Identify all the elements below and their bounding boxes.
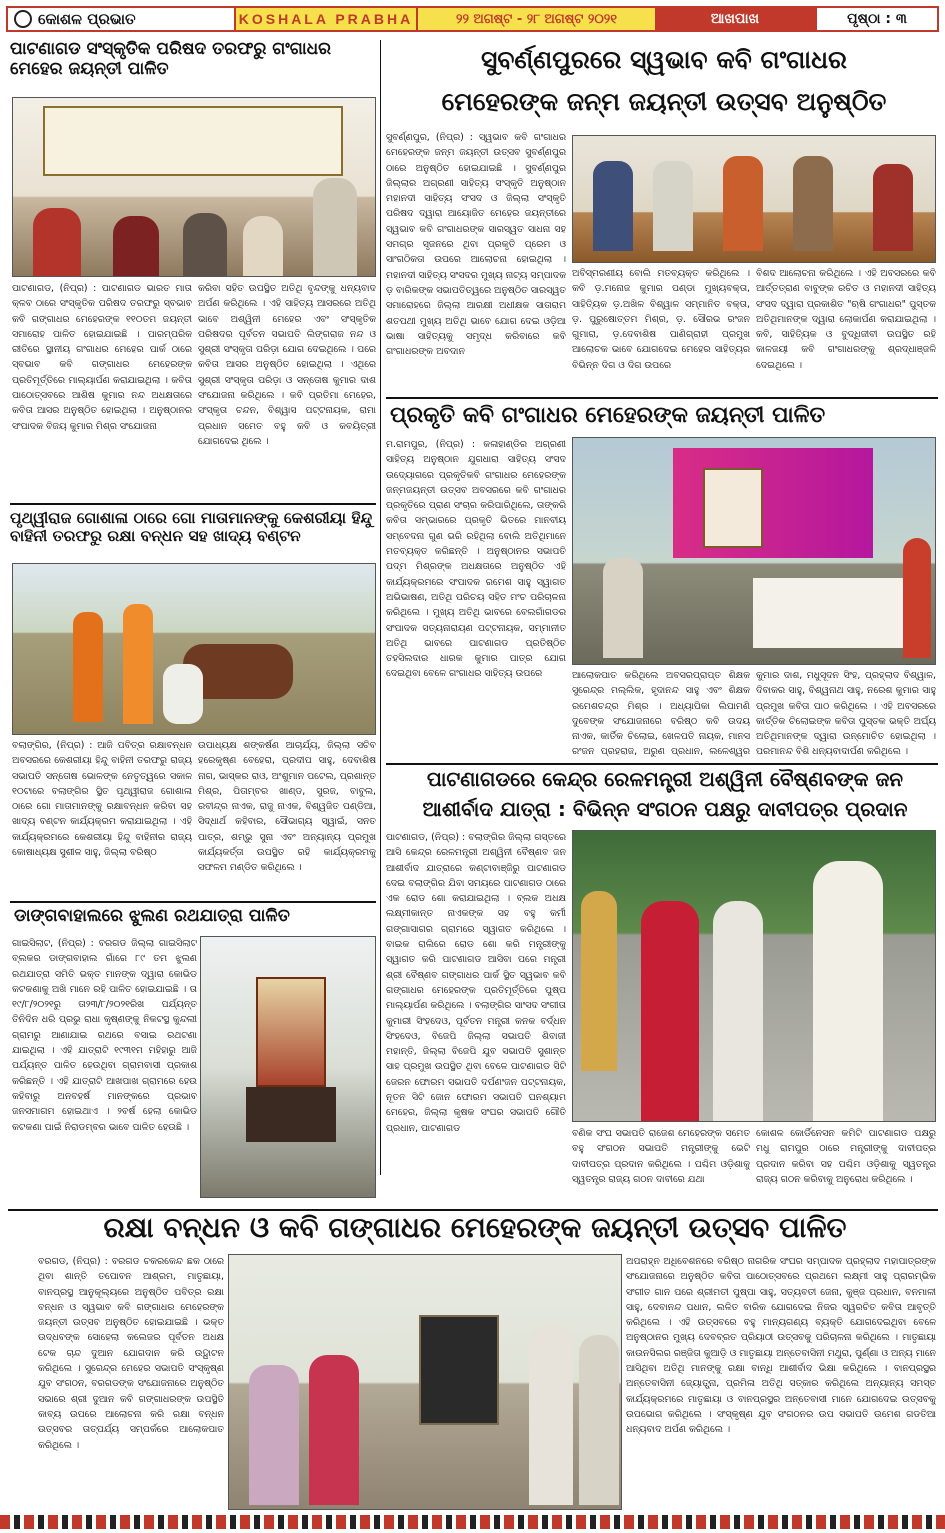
- story1-col1: ପାଟଣାଗଡ, (ନିପ୍ର) : ପାଟଣାଗଡ ଭାରତ ମାତା କ୍ଳବ ଠାରେ ସଂସ୍କୃତିକ ପରିଷଦ ତରଫରୁ ସ୍ବଭାବ କବି ଗଙ୍ଗାଧର ମେହେରଙ୍କ ୧୧୦ତମ ଜୟନ୍ତୀ ସମାରୋହ ପାଳିତ ହୋଇଯାଇଛି । ପାରମ୍ପରିକ ରୀତିରେ ସ୍ଥାନୀୟ ଗଂଗାଧର ମେହେର ପାର୍କ ଠାରେ ସ୍ବଭାବ କବି ଗଙ୍ଗାଧର ମେହେରଙ୍କ ପ୍ରତିମୂର୍ତ୍ତିରେ ମାଲ୍ୟାର୍ପଣ କରାଯାଇଥିଲା । କବିତା ପାଠୋତ୍ସବରେ ଆଶିଷ କୁମାର ନନ୍ଦ ଅଧକ୍ଷତାରେ କବିତା ଆସର ଅନୁଷ୍ଠିତ ହୋଇଥିଲା । ଅନୁଷ୍ଠାନର ସଂପାଦକ ବିଜୟ କୁମାର ମିଶ୍ର ସଂଯୋଜନା: [12, 283, 192, 432]
- chariot-base-image: [246, 1087, 336, 1142]
- person-figure: [579, 1335, 619, 1505]
- story1-headline: ପାଟଣାଗଡ ସଂସ୍କୃତିକ ପରିଷଦ ତରଫରୁ ଗଂଗାଧର ମେହେର ଜୟନ୍ତୀ ପାଳିତ: [10, 39, 332, 79]
- story5-col3: କୁମାର ଦାଶ, ମଧୁସୂଦନ ସିଂହ, ପ୍ରହ୍ଲାଦ ବିଶ୍ୱାଳ, ଦିବାକର ସାହୁ, ବିଶ୍ୱନାଥ ସାହୁ, ନରେଶ କୁମାର ସାହୁ ପ୍ରମୁଖ କବିତା ପାଠ କରିଥିଲେ । ଏହି ଅବସରରେ କାର୍ତ୍ତିକ ଚିଲୋଇଙ୍କ କବିତା ପୁସ୍ତକ ଭକ୍ତି ଅର୍ଘ୍ୟ ଅତିଥିମାନଙ୍କ ଦ୍ୱାରା ଉନ୍ମୋଚିତ ହୋଇଥିଲା । ପରମାନନ୍ଦ ବିଶି ଧନ୍ୟବାଦାର୍ପଣ କରିଥିଲେ ।: [756, 670, 936, 758]
- story6-col1: ପାଟଣାଗଡ, (ନିପ୍ର) : ବଲାଙ୍ଗିର ଜିଲ୍ଲା ଗସ୍ତରେ ଆସି କେନ୍ଦ୍ର ରେଳମନ୍ତ୍ରୀ ଅଶ୍ୱିନୀ ବୈଷ୍ଣବ ଜନ ଆଶୀର୍ବାଦ ଯାତ୍ରାରେ କଣ୍ଟାବାଞ୍ଜିରୁ ପାଟଣାଗଡ ଦେଇ ବଲାଙ୍ଗିର ଯିବା ସମୟରେ ପାଟଣାଗଡ ଠାରେ ଏକ ରୋଡ ଶୋ କରାଯାଇଥିଲା । ବ୍ଲକ ଅଧକ୍ଷ ଲକ୍ଷ୍ମୀକାନ୍ତ ନାଏକଙ୍କ ସହ ବହୁ କର୍ମୀ ଗଙ୍ଗାସାଗର ଗ୍ରାମରେ ସ୍ୱାଗତ କରିଥିଲେ । ବାଇକ ରାଲିରେ ରୋଡ ଶୋ କରି ମନ୍ତ୍ରୀଙ୍କୁ ସ୍ୱାଗତ କରି ପାଟଣାଗଡ ଆସିବା ପରେ ମନ୍ତ୍ରୀ ଶ୍ରୀ ବୈଷ୍ଣବ ଗଙ୍ଗାଧର ପାର୍କ ସ୍ଥିତ ସ୍ୱଭାବ କବି ଗଙ୍ଗାଧର ମେହେରଙ୍କ ପ୍ରତିମୂର୍ତ୍ତିରେ ପୁଷ୍ପ ମାଲ୍ୟାର୍ପଣ କରିଥିଲେ । ବଲାଙ୍ଗିର ସାଂସଦ ସଂଗୀତା କୁମାରୀ ସିଂହଦେଓ, ପୂର୍ବତନ ମନ୍ତ୍ରୀ କନକ ବର୍ଦ୍ଧନ ସିଂହଦେଓ, ବିଜେପି ଜିଲ୍ଲା ସଭାପତି ଶିବାଜୀ ମହାନ୍ତି, ଜିଲ୍ଲା ବିଜେପି ଯୁବ ସଭାପତି ସୁଶାନ୍ତ ସାହ ପ୍ରମୁଖ ଉପସ୍ଥିତ ଥିବା ବେଳେ ପାଟଣାଗଡ ସିଟି ଜେରନ ଫୋରମ ସଭାପତି ଦର୍ପଣଂଜନ ପଟ୍ଟନାୟକ, ନୂତନ ସିଟି ଜୋନ ଫୋରମ ସଭାପତି ଘନଶ୍ୟାମ ମେହେର, ଜିଲ୍ଲା କୃଷକ ସଂଘର ସଭାପତି ଗୌତି ପ୍ରଧାନ, ପାଟଣାଗଡ: [386, 832, 566, 1134]
- story6-col3: କୋଶଳ କୋର୍ଡିନେସନ କମିଟି ପାଟଣାଗଡ ପକ୍ଷରୁ ମଧୁ ରାମପୁର ଠାରେ ମନ୍ତ୍ରୀଙ୍କୁ ଦାବୀପତ୍ର ପ୍ରଦାନ କରିବା ସହ ପଶ୍ଚିମ ଓଡ଼ିଶାକୁ ସ୍ୱତନ୍ତ୍ର ରାଜ୍ୟ ଗଠନ କରିବାକୁ ଅନୁରୋଧ କରିଥିଲେ ।: [756, 1128, 936, 1185]
- story2-col2: ଉପାଧ୍ୟକ୍ଷ ଶଙ୍କର୍ଷଣ ଆଚାର୍ଯ୍ୟ, ଜିଲ୍ଲା ସଚିବ ହରେକୃଷ୍ଣ ବେହେରା, ପ୍ରଦୀପ ସାହୁ, ଦେବାଶିଷ ନାଗ, ଭାସ୍କର ରାଓ, ଅଂଶୁମାନ ପଟେଲ, ପ୍ରଶାନ୍ତ ମିଶ୍ର, ପିତାମ୍ବର ଖାଣ୍ଡ, ସୁରଜ, ବାବୁଲ, ରବୀନ୍ଦ୍ର ନାଏକ, ରାଜୁ ନାଏକ, ବିଶ୍ୱଜିତ ପଣ୍ଡିଆ, ସିଦ୍ଧାର୍ଥ କହିବାର, ସୌଭାଗ୍ୟ ସ୍ୱାଇଁ, ସନତ ପାତ୍ର, ଶମ୍ଭୁ ସୁନା ଏବଂ ଅନ୍ୟାନ୍ୟ ପ୍ରମୁଖ କାର୍ଯ୍ୟକର୍ତ୍ତା ଉପସ୍ଥିତ ରହି କାର୍ଯ୍ୟକ୍ରମକୁ ସଫଳମ ମଣ୍ଡିତ କରିଥିଲେ ।: [198, 740, 376, 874]
- story4-headline-line2: ମେହେରଙ୍କ ଜନ୍ମ ଜୟନ୍ତୀ ଉତ୍ସବ ଅନୁଷ୍ଠିତ: [441, 87, 887, 116]
- paper-name: KOSHALA PRABHA: [236, 8, 416, 30]
- logo-text: କୋଶଳ ପ୍ରଭାତ: [38, 10, 136, 28]
- portrait-image: [419, 1315, 499, 1425]
- divider: [386, 763, 938, 765]
- masthead: [6, 6, 939, 32]
- person-figure: [243, 216, 283, 276]
- story2-col1: ବଲାଙ୍ଗିର, (ନିପ୍ର) : ଆଜି ପବିତ୍ର ରକ୍ଷାବନ୍ଧନ ଅବସରରେ କେଶରୀୟା ହିନ୍ଦୁ ବାହିନୀ ତରଫରୁ ରାଜ୍ୟ ସଭାପତି ସନ୍ତୋଷ ଭୋଳଙ୍କ ନେତୃତ୍ୱରେ ସକାଳ ୧୦ଟାରେ ବଲାଙ୍ଗିର ସ୍ଥିତ ପୃଥ୍ୱୀରାଜ ଗୋଶାଳା ଠାରେ ଗୋ ମାତାମାନଙ୍କୁ ରକ୍ଷାବନ୍ଧନ କରିବା ସହ ଖାଦ୍ୟ ବଣ୍ଟନ କାର୍ଯ୍ୟକ୍ରମ କରାଯାଇଥିଲା । ଏହି କାର୍ଯ୍ୟକ୍ରମରେ କେଶରୀୟା ହିନ୍ଦୁ ବାହିନୀର ରାଜ୍ୟ କୋଷାଧ୍ୟକ୍ଷ ସୁଶୀଳ ସାହୁ, ଜିଲ୍ଲା ବରିଷ୍ଠ: [12, 740, 192, 859]
- person-figure: [653, 161, 693, 251]
- portrait-image: [703, 468, 763, 548]
- person-figure: [529, 1325, 573, 1505]
- story1-col2: କରିବା ସହିତ ଉପସ୍ଥିତ ଅତିଥି ବୃନ୍ଦଙ୍କୁ ଧନ୍ୟବାଦ ଅର୍ପଣ କରିଥିଲେ । ଏହି ସାହିତ୍ୟ ଆସରରେ ଅତିଥି ଭାବେ ଅଶ୍ୱିନୀ ମେହେର ଏବଂ ସଂସ୍କୃତିକ ପରିଷଦର ପୂର୍ବତନ ସଭାପତି ଲିଙ୍ଗରାଜ ନନ୍ଦ ଓ ସୁଶ୍ରୀ ସଂସ୍କୃତା ପରିଡ଼ା ଯୋଗ ଦେଇଥିଲେ । ପରେ କବିତା ଆସର ଅନୁଷ୍ଠିତ ହୋଇଥିଲା । ଏଥିରେ ସୁଶ୍ରୀ ସଂସ୍କୃତା ପରିଡ଼ା ଓ ସନ୍ତୋଷ କୁମାର ଦାଶ ସଂଯୋଜନା କରିଥିଲେ । କବି ପ୍ରତିମା ମେହେର, ସଂସ୍କୃତା ଚନ୍ଦନ, ବିଶ୍ୱାସ ପଟ୍ଟନାୟକ, ରାମା ପ୍ରଧାନ ସମେତ ବହୁ କବି ଓ କବୟିତ୍ରୀ ଯୋଗଦେଇ ଥିଲେ ।: [198, 283, 376, 447]
- person-figure: [123, 604, 153, 724]
- story5-photo: [572, 437, 936, 665]
- cow-image: [163, 664, 203, 724]
- person-figure: [713, 901, 763, 1121]
- story7-col1: ବରଗଡ, (ନିପ୍ର) : ବରଗଡ ଚକରକେନ୍ଦ ଛକ ଠାରେ ଥିବା ଶାନ୍ତି ତପୋବନ ଆଶ୍ରମ, ମାତୃଛାୟା, ବାନପ୍ରସ୍ଥ ଆନୁକୂଲ୍ୟରେ ଅନୁଷ୍ଠିତ ପବିତ୍ର ରକ୍ଷା ବନ୍ଧନ ଓ ସ୍ୱଭାବ କବି ଗଙ୍ଗାଧର ମେହେରଙ୍କ ଜୟନ୍ତୀ ଉତ୍ସବ ଅନୁଷ୍ଠିତ ହୋଇଯାଇଛି । ଭକ୍ତ ଉଦ୍ଧବଙ୍କ ସୋହେଲା କଲେଜର ପୂର୍ବତନ ଅଧକ୍ଷ ଟେକ ଚାନ୍ଦ ଦୁଆନ ଯୋଗଦାନ କରି ଉଦ୍ଘାଟନ କରିଥିଲେ । ସୁରେନ୍ଦ୍ର ମେହେର ସଭାପତି ସଂସ୍କୃଷ୍ଣ ଯୁବ ସଂଗଠନ, ବରଗଡଙ୍କ ସଂଯୋଜନାରେ ଅନୁଷ୍ଠିତ ସଭାରେ ଶ୍ରୀ ଦୁଆନ କବି ଗଙ୍ଗାଧରଙ୍କ ଉପସ୍ଥିତି କାବ୍ୟ ଉପରେ ଆଲୋଚନା କରି ରକ୍ଷା ବନ୍ଧନ ଉତ୍ସବର ତାତ୍ପର୍ଯ୍ୟ ସମ୍ପର୍କରେ ଆଲୋକପାତ କରିଥିଲେ ।: [38, 1256, 224, 1451]
- section-label: ଆଖପାଖ: [655, 8, 815, 30]
- story6-photo: [572, 830, 936, 1122]
- person-figure: [873, 164, 913, 251]
- decorative-border: [0, 1515, 945, 1529]
- person-figure: [73, 612, 103, 722]
- person-figure: [33, 208, 81, 276]
- story3-body: ଗାଇସିଲାଟ, (ନିପ୍ର) : ବରଗଡ ଜିଲ୍ଲା ଗାଇସିଲାଟ ବ୍ଲକର ଡାଙ୍ଗବାହାଲ ଗାଁରେ ୮୯ ତମ ଝୁଲଣ ରଥଯାତ୍ରା ସମିତି ଭକ୍ତ ମାନଙ୍କ ଦ୍ୱାରା କୋଭିଡ କଟକଣାକୁ ଅଖି ମାନେ ରହି ପାଳିତ ହୋଇଯାଇଛି । ତା ୧୯/୮/୨୦୨୧ରୁ ତା୨୩/୮/୨୦୨୧ରିଖ ପର୍ଯ୍ୟନ୍ତ ତିନିଦିନ ଧରି ପ୍ରଭୁ ରାଧା କୃଷ୍ଣଙ୍କୁ ନିକଟସ୍ଥ କୁନ୍ଦଲୀ ଗ୍ରାମରୁ ଆଣାଯାଇ ରଥରେ ବସାଇ ରଥଟଣା ଯାଇଥିଲା । ଏହି ଯାତ୍ରାଟି ୧୯୩୧ମ ମହିହାରୁ ଆଜି ପର୍ଯ୍ୟନ୍ତ ପାଳିତ ହେଉଥିବା ଗ୍ରାମବାସୀ ପ୍ରକାଶ କରିଛନ୍ତି । ଏହି ଯାତ୍ରାଟି ଆଖପାଖ ଗ୍ରାମରେ ହେଉ କହିବାରୁ ଅନବହର୍ଷ ମାନଙ୍କରେ ପ୍ରଭାବ ଜନସମାଗମ ହୋଇଥାଏ । ୨ବର୍ଷ ହେଲା କୋଭିଡ କଟକଣା ପାଇଁ ନିରାଡମ୍ବର ଭାବେ ପାଳିତ ହେଉଛି ।: [12, 938, 197, 1133]
- divider: [386, 397, 938, 399]
- story4-photo: [572, 135, 936, 263]
- logo-emblem-icon: [14, 10, 32, 28]
- person-figure: [581, 891, 617, 1071]
- chariot-image: [256, 977, 326, 1087]
- page-number: ପୃଷ୍ଠା : ୩: [815, 8, 937, 30]
- story4-headline-line1: ସୁବର୍ଣ୍ଣପୁରରେ ସ୍ୱଭାବ କବି ଗଂଗାଧର: [481, 45, 847, 74]
- person-figure: [249, 1365, 299, 1505]
- person-figure: [309, 1355, 359, 1505]
- story7-headline: ରକ୍ଷା ବନ୍ଧନ ଓ କବି ଗଙ୍ଗାଧର ମେହେରଙ୍କ ଜୟନ୍ତୀ ଉତ୍ସବ ପାଳିତ: [103, 1211, 847, 1244]
- story6-col2: ବଣିକ ସଂଘ ସଭାପତି ରାଜେଶ ମେହେରଙ୍କ ସମେତ ବହୁ ସଂଗଠନ ସଭାପତି ମନ୍ତ୍ରୀଙ୍କୁ ଭେଟି ଦାବୀପତ୍ର ପ୍ରଦାନ କରିଥିଲେ । ପଶ୍ଚିମ ଓଡ଼ିଶାକୁ ସ୍ୱତନ୍ତ୍ର ରାଜ୍ୟ ଗଠନ ଦାବୀରେ ଯଥା: [572, 1128, 750, 1185]
- issue-date-range: ୨୨ ଅଗଷ୍ଟ - ୨୮ ଅଗଷ୍ଟ ୨୦୨୧: [416, 8, 655, 30]
- story5-col1: ମ.ରାମପୁର, (ନିପ୍ର) : କଳାହାଣ୍ଡିର ଅଗ୍ରଣୀ ସାହିତ୍ୟ ଅନୁଷ୍ଠାନ ଯୁଗଧାରା ସାହିତ୍ୟ ସଂସଦ ଉଦ୍ୟୋଗରେ ପ୍ରକୃତିକବି ଗଂଗାଧର ମେହେରଙ୍କ ଜନ୍ମଜୟନ୍ତୀ ଉତ୍ସବ ଅବସରରେ କବି ଗଂଗାଧର ପ୍ରକୃତିରେ ପ୍ରାଣ ସଂଚାର କରିପାରିଥିଲେ, ତାଙ୍କରି କବିତା ସମ୍ଭାରରେ ପ୍ରକୃତି ଭିତରେ ମାନବୀୟ ସମ୍ବେଦନା ଗୁଣ ଭରି ରହିଥିଲା ବୋଲି ଅତିଥିମାନେ ମତବ୍ୟକ୍ତ କରିଛନ୍ତି । ଅନୁଷ୍ଠାନର ସଭାପତି ପଦ୍ମ ମିଶ୍ରଙ୍କ ଅଧକ୍ଷତାରେ ଅନୁଷ୍ଠିତ ଏହି କାର୍ଯ୍ୟକ୍ରମରେ ସଂପାଦକ ରମେଶ ସାହୁ ସ୍ୱାଗତ ଅଭିଭାଷଣ, ଅତିଥି ପରିଚୟ ସହିତ ମଂଚ ପରିଚାଳନା କରିଥିଲେ । ମୁଖ୍ୟ ଅତିଥି ଭାବରେ ବେଲଗାଁଗଡର ସଂପାଦକ ସତ୍ୟନାରାୟଣ ପଟ୍ଟନାୟକ, ସମ୍ମାନୀତ ଅତିଥି ଭାବରେ ପାଟଣାଗଡ ପ୍ରତିଷ୍ଠିତ ତହସିଲଦାର ଧାରକ କୁମାର ପାତ୍ର ଯୋଗ ଦେଇଥିବା ବେଳେ ଗଂଗାଧର ସାହିତ୍ୟ ଉପରେ: [386, 439, 566, 680]
- story5-col2: ଆଲୋକପାତ କରିଥିଲେ ଅବସରପ୍ରାପ୍ତ ଶିକ୍ଷକ ସୁରେନ୍ଦ୍ର ମଲ୍ଲିକ, ହୃଦାନନ୍ଦ ସାହୁ ଏବଂ ଶିକ୍ଷକ ରମେଶଚନ୍ଦ୍ର ମିଶ୍ର । ଅଧ୍ୟାପିକା ଲିପାମଣି ଦୁବେଙ୍କ ସଂଯୋଜନାରେ ବରିଷ୍ଠ କବି ଉଦୟ ନାଏକ, କାର୍ତିକ ଚିଲୋଇ, ଖେଳପତି ନାୟକ, ମାନସ ରଂଜନ ପ୍ରହରାଜ, ଅରୁଣ ପ୍ରଧାନ, ଲଳେଶ୍ୱର: [572, 670, 750, 758]
- divider: [10, 901, 376, 903]
- event-banner-image: [43, 106, 343, 176]
- person-figure: [793, 156, 833, 251]
- story4-col2: ଅବିସ୍ମରଣୀୟ ବୋଲି ମତବ୍ୟକ୍ତ କରିଥିଲେ । କବି ଡ଼.ମନୋଜ କୁମାର ପଣ୍ଡା ମୁଖ୍ୟବକ୍ତା, ସାହିତ୍ୟିକ ଡ଼.ଅଖିଳ ବିଶ୍ୱାଳ ସମ୍ମାନିତ ବକ୍ତା, ଡ଼. ପୁରୁଷୋତ୍ତମ ମିଶ୍ର, ଡ଼. ସୌରଭ ରଂଜନ ଗୁମାରା, ଡ଼.ଦେବାଶିଷ ପାଣିଗ୍ରାହୀ ପ୍ରମୁଖ ଆଲୋଚକ ଭାବେ ଯୋଗଦେଇ ମେହେର ସାହିତ୍ୟର ବିଭିନ୍ନ ଦିଗ ଓ ଦିଗ ଉପରେ: [572, 268, 750, 371]
- person-figure: [183, 213, 227, 276]
- story2-headline: ପୃଥ୍ୱୀରାଜ ଗୋଶାଳା ଠାରେ ଗୋ ମାତାମାନଙ୍କୁ କେଶରୀୟା ହିନ୍ଦୁ ବାହିନୀ ତରଫରୁ ରକ୍ଷା ବନ୍ଧନ ସହ ଖାଦ୍ୟ ବଣ୍ଟନ: [10, 509, 373, 545]
- story7-col2: ଅପରାହ୍ନ ଅଧିବେଶନରେ ବରିଷ୍ଠ ନାଗରିକ ସଂଘର ସମ୍ପାଦକ ପ୍ରହ୍ଲାଦ ମହାପାତ୍ରଙ୍କ ସଂଯୋଜନାରେ ଅନୁଷ୍ଠିତ କବିତା ପାଠୋତ୍ସବରେ ପ୍ରଥମେ ଲକ୍ଷ୍ମୀ ସାହୁ ପ୍ରାରମ୍ଭିକ ସଂଗୀତ ଗାନ ପରେ ଶ୍ରୀମତୀ ପୁଷ୍ପା ସାହୁ, ସତ୍ୟବତୀ ଜେନା, କୁଞ୍ଜ ପ୍ରଧାନ, ବନମାଳୀ ସାହୁ, ଦେବାନନ୍ଦ ପଧାନ, ଲଳିତ ବାରିକ ଯୋଗଦେଇ ନିଜର ସ୍ୱରଚିତ କବିତା ଆବୃତ୍ତି କରିଥିଲେ । ଏହି ଉତ୍ସବରେ ବହୁ ମାନ୍ୟଗଣ୍ୟ ବ୍ୟକ୍ତି ଯୋଗଦେଇଥିବା ବେଳେ ଅନୁଷ୍ଠାନର ମୁଖ୍ୟ ଦେବବ୍ରତ ପ୍ରିୟାଠୀ ଉତ୍ସବକୁ ପରିଚାଳନା କରିଥିଲେ । ମାତୃଛାୟା କାଉନସିଲର ରଞ୍ଜିତା କୁଆଡ଼ି ଓ ମାତୃଛାୟା ଅନ୍ତେବାସିନୀ ମଥୁରା, ପୁର୍ଣ୍ଣା ଓ ଅନ୍ୟ ମାନେ ଆସିଥିବା ଅତିଥି ମାନଙ୍କୁ ରକ୍ଷା ବାନ୍ଧି ଆଶୀର୍ବାଦ ଭିକ୍ଷା କରିଥିଲେ । ବାନପ୍ରସ୍ଥର ଅନ୍ତେବାସିନୀ ଜ୍ୟୋତ୍ସ୍ନା, ପ୍ରମିଳା ଅତିଥି ସତ୍କାର କରିଥିଲେ ଅନ୍ୟାନ୍ୟ ସମସ୍ତ କାର୍ଯ୍ୟକ୍ରମରେ ମାତୃଛାୟା ଓ ବାନପ୍ରସ୍ଥର ଅନ୍ତେବାସୀ ମାନେ ଯୋଗଦେଇ ଉତ୍ସବକୁ ଉପଭୋଗ କରିଥିଲେ । ସଂସ୍କୃଷ୍ଣ ଯୁବ ସଂଗଠନର ଉପ ସଭାପତି ଉମେଶ ଗଡତିଆ ଧନ୍ୟବାଦ ଅର୍ପଣ କରିଥିଲେ ।: [626, 1256, 936, 1436]
- story1-photo: [12, 97, 376, 277]
- person-figure: [641, 901, 699, 1121]
- story7-photo: [228, 1254, 622, 1510]
- story6-headline-line1: ପାଟଣାଗଡରେ କେନ୍ଦ୍ର ରେଳମନ୍ତ୍ରୀ ଅଶ୍ୱିନୀ ବୈଷ୍ଣବଙ୍କ ଜନ: [426, 767, 904, 791]
- story2-photo: [12, 563, 376, 735]
- person-figure: [603, 558, 643, 658]
- story3-headline: ଡାଙ୍ଗବାହାଲରେ ଝୁଲଣ ରଥଯାତ୍ରା ପାଳିତ: [14, 906, 290, 926]
- story4-col3: ବିଶଦ ଆଲୋଚନା କରିଥିଲେ । ଏହି ଅବସରରେ କବି ଆର୍ତ୍ତତ୍ରାଣ ବାବୁଙ୍କ ରଚିତ ଓ ମହାନଦୀ ସାହିତ୍ୟ ସଂସଦ ଦ୍ୱାରା ପ୍ରକାଶିତ "ଋଷି ଗଂଗାଧର" ପୁସ୍ତକ ଅତିଥିମାନଙ୍କ ଦ୍ୱାରା ଲୋକାର୍ପଣ କରାଯାଇଥିଲା । କବି, ସାହିତ୍ୟିକ ଓ ବୁଦ୍ଧିଜୀବୀ ଉପସ୍ଥିତ ରହି କାଳଜୟୀ କବି ଗଂଗାଧରଙ୍କୁ ଶ୍ରଦ୍ଧାଞ୍ଜଳି ଦେଇଥିଲେ ।: [756, 268, 936, 371]
- person-figure: [313, 178, 357, 276]
- person-figure: [813, 861, 883, 1121]
- story4-col1: ସୁବର୍ଣ୍ଣପୁର, (ନିପ୍ର) : ସ୍ୱଭାବ କବି ଗଂଗାଧର ମେହେରଙ୍କ ଜନ୍ମ ଜୟନ୍ତୀ ଉତ୍ସବ ସୁବର୍ଣ୍ଣପୁର ଠାରେ ଅନୁଷ୍ଠିତ ହୋଇଯାଇଛି । ସୁବର୍ଣ୍ଣପୁର ଜିଲ୍ଲାର ଅଗ୍ରଣୀ ସାହିତ୍ୟ ସଂସ୍କୃତି ଅନୁଷ୍ଠାନ ମହାନଦୀ ସାହିତ୍ୟ ସଂସଦ ଓ ଜିଲ୍ଲା ସଂସ୍କୃତି ପରିଷଦ ଦ୍ୱାରା ଆୟୋଜିତ ମେହେର ଜୟନ୍ତୀରେ ସ୍ୱଭାବ କବି ଗଂଗାଧରଙ୍କ ସାରସ୍ୱତ ସାଧନା ସହ ସମଗ୍ର ସୃଜନରେ ଥିବା ପ୍ରକୃତି ପ୍ରେମ ଓ ସାଂଗଠିକତା ଉପରେ ଆଲୋଚନା ହୋଇଥିଲା । ମହାନଦୀ ସାହିତ୍ୟ ସଂସଦର ମୁଖ୍ୟ ନାଟ୍ୟ ସମ୍ପାଦକ ଡ଼ ବାରିକଙ୍କ ସଭାପତିତ୍ୱରେ ଅନୁଷ୍ଠିତ ସାରସ୍ୱତ ସମାରୋହରେ ଜିଲ୍ଲା ଆରକ୍ଷୀ ଅଧୀକ୍ଷକ ସାତାରାମ ଶତପଥୀ ମୁଖ୍ୟ ଅତିଥି ଭାବେ ଯୋଗ ଦେଇ ଓଡ଼ିଆ ଭାଷା ସାହିତ୍ୟକୁ ସମୃଦ୍ଧ କରିବାରେ କବି ଗଂଗାଧରଙ୍କ ଅବଦାନ: [386, 132, 566, 358]
- person-figure: [593, 161, 633, 251]
- story3-photo: [200, 936, 376, 1198]
- story5-headline: ପ୍ରକୃତି କବି ଗଂଗାଧର ମେହେରଙ୍କ ଜୟନ୍ତୀ ପାଳିତ: [390, 403, 826, 428]
- divider: [10, 503, 376, 505]
- person-figure: [113, 216, 159, 276]
- story6-headline-line2: ଆଶୀର୍ବାଦ ଯାତ୍ରା : ବିଭିନ୍ନ ସଂଗଠନ ପକ୍ଷରୁ ଦାବୀପତ୍ର ପ୍ରଦାନ: [422, 797, 908, 821]
- newspaper-logo: [8, 8, 236, 30]
- table-image: [753, 578, 903, 648]
- person-figure: [903, 538, 931, 658]
- person-figure: [723, 156, 763, 251]
- column-divider: [380, 40, 381, 1175]
